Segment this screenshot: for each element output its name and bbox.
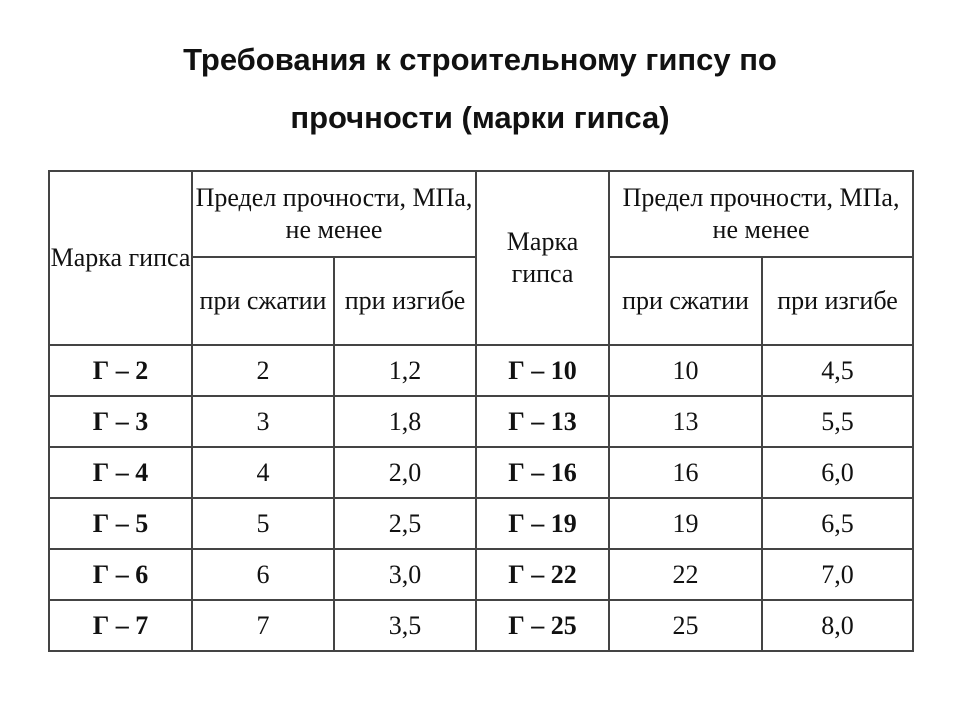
table-header-row-1 bbox=[49, 171, 913, 257]
bending-cell: 7,0 bbox=[762, 549, 913, 600]
table-row bbox=[49, 549, 913, 600]
bending-cell: 2,0 bbox=[334, 447, 476, 498]
compression-cell: 19 bbox=[609, 498, 762, 549]
bending-cell: 6,5 bbox=[762, 498, 913, 549]
compression-cell: 7 bbox=[192, 600, 334, 651]
header-bending-right: при изгибе bbox=[762, 257, 913, 345]
header-grade-right: Марка гипса bbox=[476, 171, 609, 345]
compression-cell: 16 bbox=[609, 447, 762, 498]
bending-cell: 3,5 bbox=[334, 600, 476, 651]
bending-cell: 4,5 bbox=[762, 345, 913, 396]
bending-cell: 6,0 bbox=[762, 447, 913, 498]
compression-cell: 3 bbox=[192, 396, 334, 447]
page-title-line-1: Требования к строительному гипсу по bbox=[183, 42, 777, 77]
header-grade-left: Марка гипса bbox=[49, 171, 192, 345]
grade-cell: Г – 4 bbox=[49, 447, 192, 498]
table-row bbox=[49, 600, 913, 651]
grade-cell: Г – 22 bbox=[476, 549, 609, 600]
table-row bbox=[49, 447, 913, 498]
grade-cell: Г – 3 bbox=[49, 396, 192, 447]
table-row bbox=[49, 345, 913, 396]
header-bending-left: при изгибе bbox=[334, 257, 476, 345]
compression-cell: 6 bbox=[192, 549, 334, 600]
bending-cell: 2,5 bbox=[334, 498, 476, 549]
table-row bbox=[49, 498, 913, 549]
compression-cell: 10 bbox=[609, 345, 762, 396]
grade-cell: Г – 6 bbox=[49, 549, 192, 600]
grade-cell: Г – 25 bbox=[476, 600, 609, 651]
bending-cell: 8,0 bbox=[762, 600, 913, 651]
table-row bbox=[49, 396, 913, 447]
compression-cell: 4 bbox=[192, 447, 334, 498]
compression-cell: 22 bbox=[609, 549, 762, 600]
header-strength-left: Предел прочности, МПа, не менее bbox=[192, 171, 476, 257]
compression-cell: 2 bbox=[192, 345, 334, 396]
header-compression-left: при сжатии bbox=[192, 257, 334, 345]
grade-cell: Г – 2 bbox=[49, 345, 192, 396]
compression-cell: 25 bbox=[609, 600, 762, 651]
grade-cell: Г – 5 bbox=[49, 498, 192, 549]
gypsum-grade-table bbox=[48, 170, 914, 652]
grade-cell: Г – 13 bbox=[476, 396, 609, 447]
compression-cell: 5 bbox=[192, 498, 334, 549]
grade-cell: Г – 16 bbox=[476, 447, 609, 498]
grade-cell: Г – 19 bbox=[476, 498, 609, 549]
bending-cell: 1,2 bbox=[334, 345, 476, 396]
header-compression-right: при сжатии bbox=[609, 257, 762, 345]
page-title-line-2: прочности (марки гипса) bbox=[290, 100, 670, 135]
bending-cell: 5,5 bbox=[762, 396, 913, 447]
grade-cell: Г – 7 bbox=[49, 600, 192, 651]
header-strength-right: Предел прочности, МПа, не менее bbox=[609, 171, 913, 257]
bending-cell: 1,8 bbox=[334, 396, 476, 447]
grade-cell: Г – 10 bbox=[476, 345, 609, 396]
bending-cell: 3,0 bbox=[334, 549, 476, 600]
compression-cell: 13 bbox=[609, 396, 762, 447]
